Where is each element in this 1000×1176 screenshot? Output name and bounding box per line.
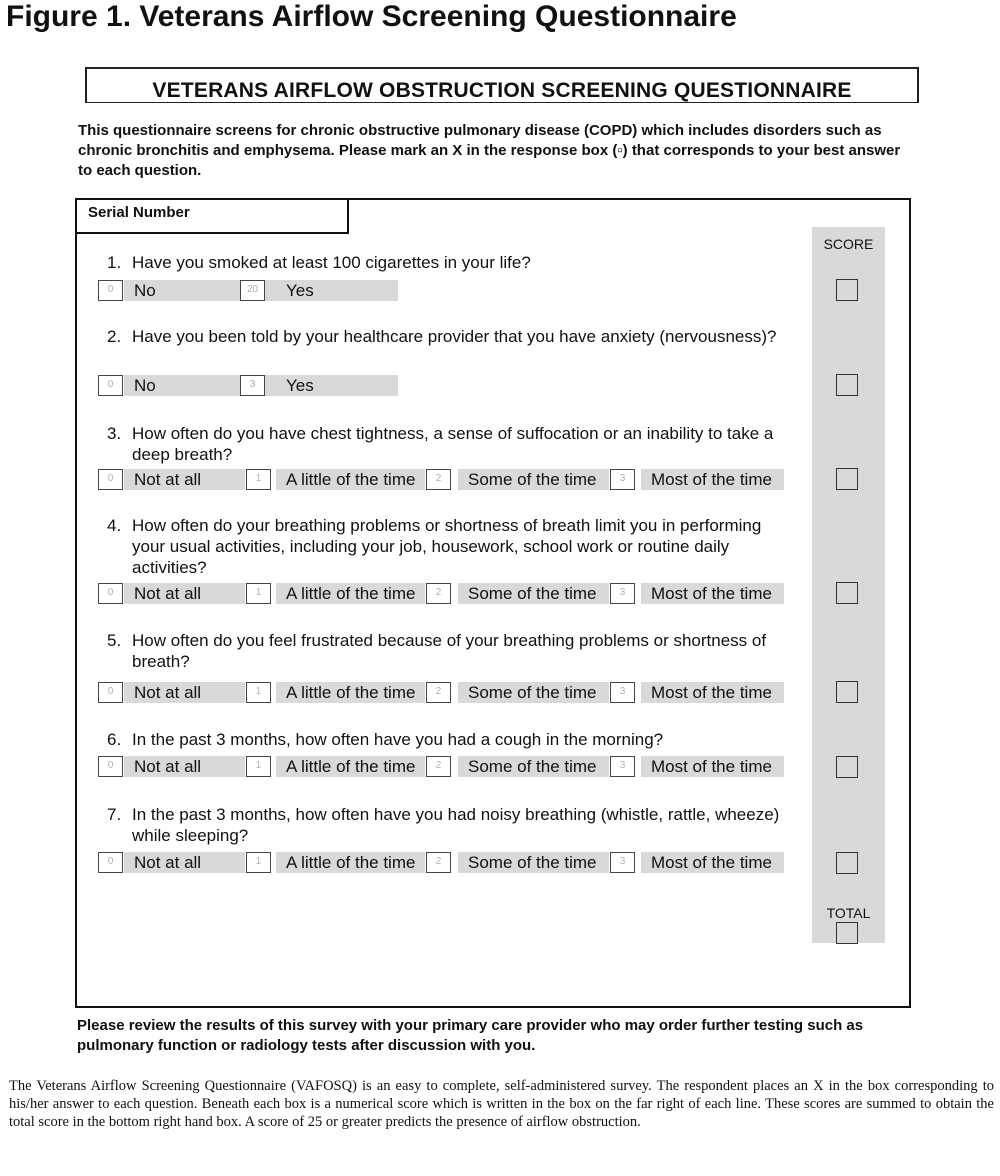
answer-label: Not at all [134, 683, 202, 702]
response-checkbox[interactable]: 3 [610, 756, 635, 777]
question-number: 2. [107, 327, 122, 346]
response-checkbox[interactable]: 1 [246, 756, 271, 777]
answer-label: Yes [286, 376, 314, 395]
score-box-q1[interactable] [836, 279, 858, 301]
answer-label: Some of the time [468, 683, 597, 702]
response-checkbox[interactable]: 3 [610, 469, 635, 490]
response-checkbox[interactable]: 3 [240, 375, 265, 396]
question-number: 7. [107, 805, 122, 824]
question-6 [107, 729, 797, 750]
response-checkbox[interactable]: 0 [98, 375, 123, 396]
answer-label: A little of the time [286, 757, 416, 776]
answer-label: Not at all [134, 584, 202, 603]
response-checkbox[interactable]: 20 [240, 280, 265, 301]
question-text: Have you been told by your healthcare provider that you have anxiety (nervousness)? [132, 327, 777, 346]
answer-label: Not at all [134, 853, 202, 872]
answer-label: Some of the time [468, 470, 597, 489]
answer-label: No [134, 376, 156, 395]
score-header: SCORE [823, 236, 874, 252]
answer-label: A little of the time [286, 683, 416, 702]
figure-title: Figure 1. Veterans Airflow Screening Questionnaire [6, 0, 737, 33]
answer-label: Yes [286, 281, 314, 300]
question-text: How often do your breathing problems or shortness of breath limit you in performing your usual activities, including your job, housework, school work or routine daily activities? [132, 516, 762, 577]
response-checkbox[interactable]: 1 [246, 469, 271, 490]
question-text: How often do you feel frustrated because of your breathing problems or shortness of breath? [132, 631, 767, 671]
answer-label: A little of the time [286, 853, 416, 872]
response-checkbox[interactable]: 2 [426, 852, 451, 873]
question-number: 6. [107, 730, 122, 749]
question-text: How often do you have chest tightness, a sense of suffocation or an inability to take a deep breath? [132, 424, 774, 464]
question-text: In the past 3 months, how often have you had noisy breathing (whistle, rattle, wheeze) while sleeping? [132, 805, 780, 845]
response-checkbox[interactable]: 0 [98, 852, 123, 873]
response-checkbox[interactable]: 2 [426, 756, 451, 777]
score-box-q3[interactable] [836, 468, 858, 490]
intro-text: This questionnaire screens for chronic obstructive pulmonary disease (COPD) which includes disorders such as chronic bronchitis and emphysema. Please mark an X in the response box (▫) that corresponds to your best answer to each question. [78, 122, 901, 179]
score-box-q4[interactable] [836, 582, 858, 604]
total-label: TOTAL [826, 905, 871, 921]
answer-label: A little of the time [286, 584, 416, 603]
answer-label: Not at all [134, 757, 202, 776]
answer-label: Most of the time [651, 683, 772, 702]
answer-label: Most of the time [651, 584, 772, 603]
answer-label: Some of the time [468, 757, 597, 776]
serial-number-label: Serial Number [88, 204, 190, 221]
response-checkbox[interactable]: 2 [426, 682, 451, 703]
figure-caption: The Veterans Airflow Screening Questionnaire (VAFOSQ) is an easy to complete, self-administered survey. The respondent places an X in the box corresponding to his/her answer to each question. Beneath each box is a numerical score which is written in the box on the far right of each line. These scores are summed to obtain the total score in the bottom right hand box. A score of 25 or greater predicts the presence of airflow obstruction. [9, 1078, 994, 1130]
questionnaire-title: VETERANS AIRFLOW OBSTRUCTION SCREENING QUESTIONNAIRE [152, 79, 852, 102]
response-checkbox[interactable]: 0 [98, 469, 123, 490]
response-checkbox[interactable]: 3 [610, 852, 635, 873]
answer-label: Some of the time [468, 584, 597, 603]
response-checkbox[interactable]: 3 [610, 583, 635, 604]
response-checkbox[interactable]: 2 [426, 583, 451, 604]
answer-label: Not at all [134, 470, 202, 489]
question-5 [107, 630, 797, 671]
question-4 [107, 515, 797, 577]
score-box-q5[interactable] [836, 681, 858, 703]
answer-label: Most of the time [651, 853, 772, 872]
question-1 [107, 252, 797, 273]
question-text: Have you smoked at least 100 cigarettes in your life? [132, 253, 531, 272]
answer-label: A little of the time [286, 470, 416, 489]
review-note: Please review the results of this survey with your primary care provider who may order further testing such as pulmonary function or radiology tests after discussion with you. [77, 1017, 864, 1054]
total-score-box[interactable] [836, 922, 858, 944]
response-checkbox[interactable]: 0 [98, 756, 123, 777]
question-2 [107, 326, 797, 347]
score-box-q6[interactable] [836, 756, 858, 778]
question-text: In the past 3 months, how often have you had a cough in the morning? [132, 730, 664, 749]
response-checkbox[interactable]: 0 [98, 682, 123, 703]
score-box-q7[interactable] [836, 852, 858, 874]
answer-label: No [134, 281, 156, 300]
response-checkbox[interactable]: 1 [246, 682, 271, 703]
response-checkbox[interactable]: 3 [610, 682, 635, 703]
question-number: 3. [107, 424, 122, 443]
score-box-q2[interactable] [836, 374, 858, 396]
response-checkbox[interactable]: 1 [246, 852, 271, 873]
answer-label: Most of the time [651, 757, 772, 776]
answer-label: Some of the time [468, 853, 597, 872]
question-3 [107, 423, 797, 464]
answer-label: Most of the time [651, 470, 772, 489]
question-number: 5. [107, 631, 122, 650]
response-checkbox[interactable]: 0 [98, 280, 123, 301]
question-number: 1. [107, 253, 122, 272]
response-checkbox[interactable]: 1 [246, 583, 271, 604]
question-number: 4. [107, 516, 122, 535]
question-7 [107, 804, 797, 845]
response-checkbox[interactable]: 0 [98, 583, 123, 604]
response-checkbox[interactable]: 2 [426, 469, 451, 490]
